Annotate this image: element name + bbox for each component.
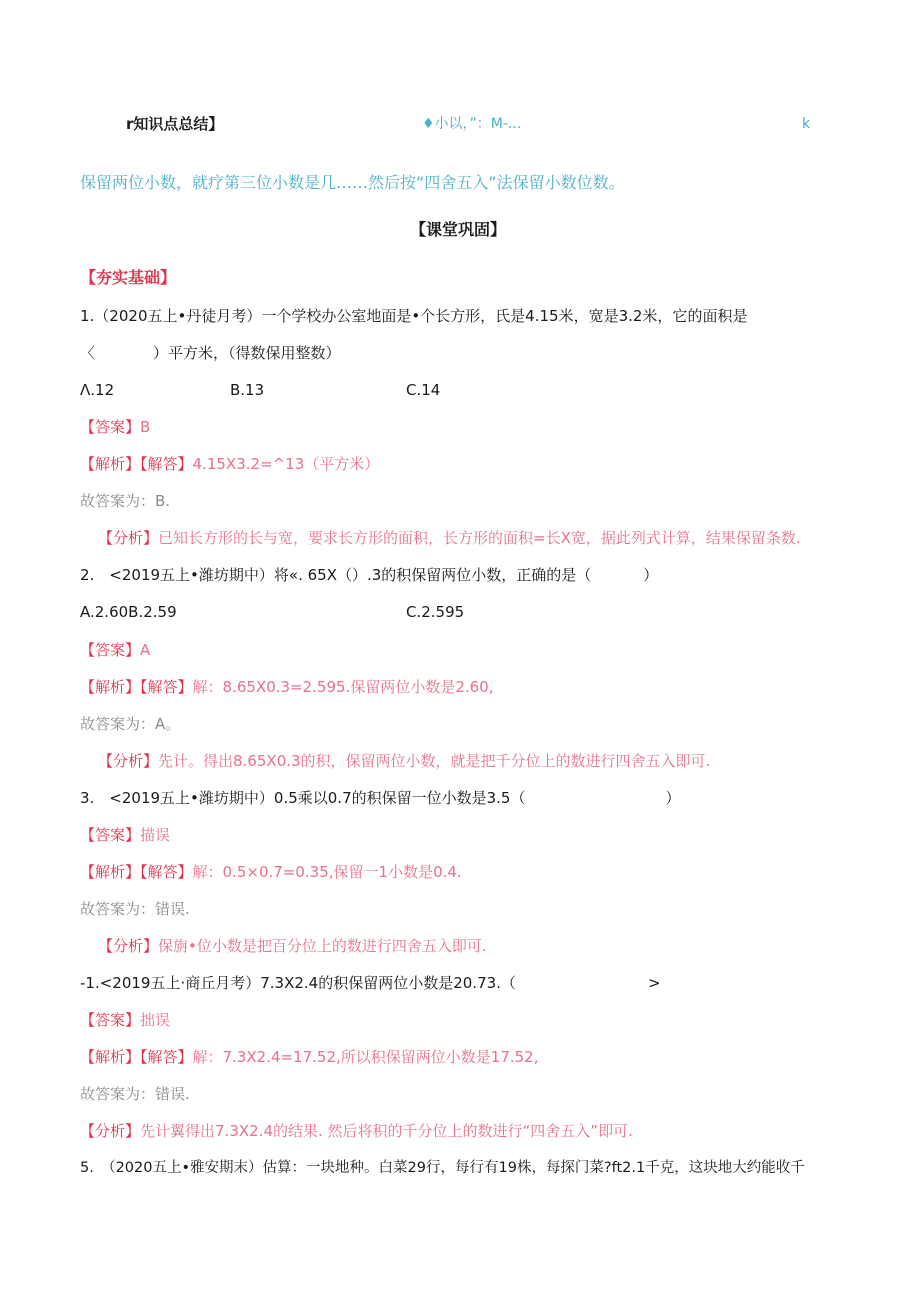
section-title: 【课堂巩固】 <box>410 220 507 239</box>
q3-conclusion: 故答案为：错误. <box>80 900 190 918</box>
q3-close-paren: ） <box>665 789 681 807</box>
note-tag: 【分析】 <box>98 529 159 547</box>
answer-value: 拙误 <box>140 1011 171 1029</box>
note-tag: 【分析】 <box>98 752 159 770</box>
answer-value: 描误 <box>140 826 171 844</box>
q3-stem <box>80 788 680 808</box>
q1-stem: 1.（2020五上•丹徒月考）一个学校办公室地面是•个长方形，氏是4.15米，宽是3.2米，它的面积是 <box>80 307 748 325</box>
analysis-tag: 【解析】【解答】 <box>80 455 193 473</box>
q3-answer <box>80 825 170 845</box>
q4-stem-text: -1.<2019五上·商丘月考）7.3X2.4的积保留两位小数是20.73.（ <box>80 974 516 992</box>
q2-stem-text: 2. <2019五上•潍坊期中）将«. 65X（）.3的积保留两位小数，正确的是（ <box>80 566 592 584</box>
knowledge-summary-heading: r知识点总结】 <box>126 115 224 133</box>
note-text: 保旃•位小数是把百分位上的数进行四舍五入即可. <box>158 937 487 955</box>
q1-stem-line2 <box>80 343 341 363</box>
note-text: 已知长方形的长与宽，要求长方形的面积，长方形的面积=长X宽，据此列式计算，结果保留条数. <box>158 529 801 547</box>
q2-conclusion: 故答案为：A。 <box>80 715 181 733</box>
q2-answer <box>80 640 150 660</box>
answer-tag: 【答案】 <box>80 418 141 436</box>
analysis-text: 解：0.5×0.7=0.35,保留一1小数是0.4. <box>192 863 462 881</box>
q3-note <box>98 936 487 956</box>
summary-text: 保留两位小数，就疗第三位小数是几……然后按“四舍五入”法保留小数位数。 <box>80 173 625 192</box>
note-text: 先计翼得出7.3X2.4的结果. 然后将积的千分位上的数进行“四舍五入”即可. <box>140 1122 633 1140</box>
q3-stem-text: 3. <2019五上•潍坊期中）0.5乘以0.7的积保留一位小数是3.5（ <box>80 789 526 807</box>
q4-note <box>80 1121 633 1141</box>
q1-answer <box>80 417 150 437</box>
analysis-tag: 【解析】【解答】 <box>80 863 193 881</box>
q1-open-paren: 〈 <box>80 344 96 362</box>
q1-note <box>98 528 801 548</box>
answer-value: A <box>140 641 151 659</box>
q5-stem: 5. （2020五上•雅安期末）估算：一块地种。白菜29行，每行有19株，每探门菜?ft2.1千克，这块地大约能收千 <box>80 1160 805 1176</box>
note-tag: 【分析】 <box>98 937 159 955</box>
q1-option-b: B.13 <box>230 381 265 399</box>
q2-stem <box>80 565 658 585</box>
q4-analysis <box>80 1047 539 1067</box>
answer-tag: 【答案】 <box>80 826 141 844</box>
answer-tag: 【答案】 <box>80 641 141 659</box>
subsection-title: 【夯实基础】 <box>80 268 177 287</box>
q1-unit: ）平方米，（得数保用整数） <box>153 344 341 362</box>
analysis-tag: 【解析】【解答】 <box>80 678 193 696</box>
analysis-text: 解：8.65X0.3=2.595.保留两位小数是2.60, <box>192 678 494 696</box>
q2-close-paren: ） <box>643 566 659 584</box>
answer-tag: 【答案】 <box>80 1011 141 1029</box>
q4-conclusion: 故答案为：错误. <box>80 1085 190 1103</box>
q1-option-c: C.14 <box>406 381 441 399</box>
answer-value: B <box>140 418 151 436</box>
header-fragment: ♦小以，”：M-... <box>422 116 522 132</box>
q2-options-ab: A.2.60B.2.59 <box>80 603 177 621</box>
analysis-text: 4.15X3.2=^13（平方米） <box>192 455 380 473</box>
note-tag: 【分析】 <box>80 1122 141 1140</box>
header-fragment-right: k <box>802 116 811 132</box>
q1-option-a: Λ.12 <box>80 381 115 399</box>
analysis-text: 解：7.3X2.4=17.52,所以积保留两位小数是17.52, <box>192 1048 539 1066</box>
q2-note <box>98 751 710 771</box>
q1-conclusion: 故答案为：B. <box>80 492 171 510</box>
q2-option-c: C.2.595 <box>406 603 465 621</box>
q4-stem <box>80 973 661 993</box>
note-text: 先计。得出8.65X0.3的积，保留两位小数，就是把千分位上的数进行四舍五入即可. <box>158 752 711 770</box>
analysis-tag: 【解析】【解答】 <box>80 1048 193 1066</box>
q4-answer <box>80 1010 170 1030</box>
q1-analysis <box>80 454 379 474</box>
q2-analysis <box>80 677 494 697</box>
q4-close-paren: > <box>647 974 661 992</box>
q3-analysis <box>80 862 462 882</box>
